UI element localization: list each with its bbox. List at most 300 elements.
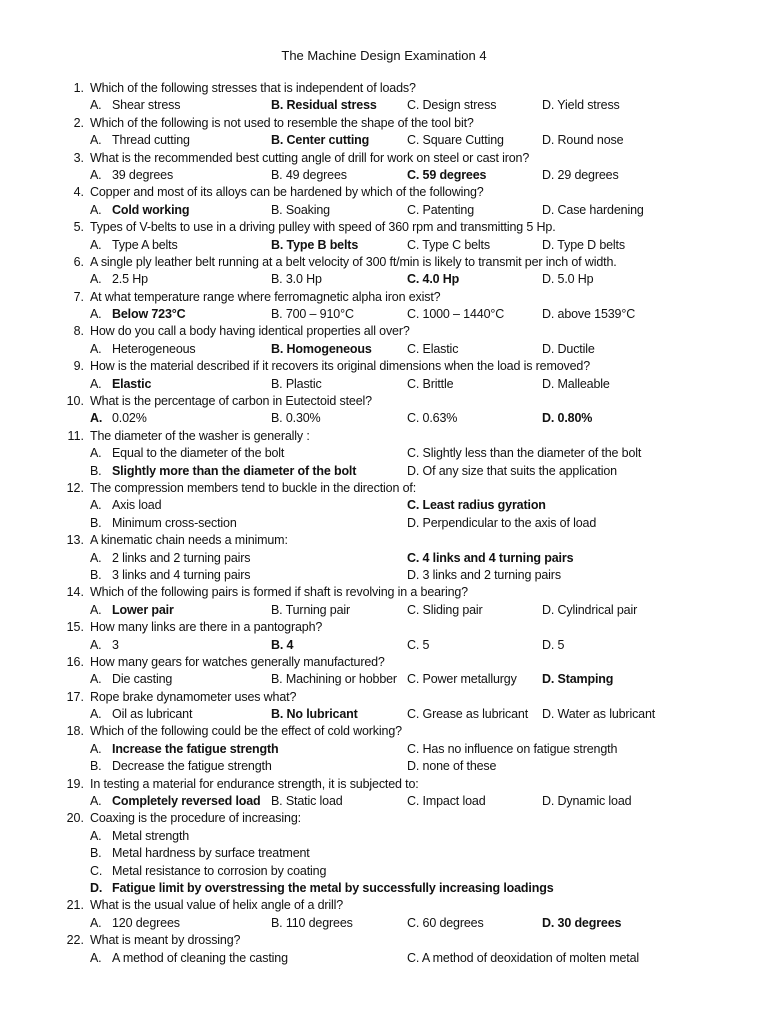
question-number: 7.	[73, 289, 84, 304]
option-text: B. Machining or hobber	[271, 672, 397, 687]
option-letter: A.	[90, 98, 102, 113]
option-text: 3 links and 4 turning pairs	[112, 567, 251, 582]
question-text: Types of V-belts to use in a driving pulley with speed of 360 rpm and transmitting 5 Hp.	[90, 220, 556, 235]
question-number: 16.	[66, 654, 84, 669]
correct-answer-text: Below 723°C	[112, 307, 186, 322]
option-text: D. Cylindrical pair	[542, 602, 638, 617]
option-letter: B.	[90, 759, 102, 774]
option-text: D. Of any size that suits the application	[407, 463, 617, 478]
question-21	[0, 897, 768, 932]
answer-option	[407, 741, 617, 758]
option-text: D. Type D belts	[542, 237, 625, 252]
answer-option	[407, 793, 486, 810]
answer-option	[542, 376, 610, 393]
option-row	[0, 950, 768, 967]
correct-answer-text: D. 0.80%	[542, 411, 593, 426]
option-text: B. Turning pair	[271, 602, 351, 617]
option-text: C. Design stress	[407, 98, 497, 113]
option-text: C. 60 degrees	[407, 915, 484, 930]
answer-option	[407, 706, 528, 723]
option-letter: C.	[90, 863, 103, 878]
question-stem	[0, 689, 768, 706]
answer-option	[407, 637, 429, 654]
option-text: D. Dynamic load	[542, 794, 632, 809]
option-text: B. Soaking	[271, 202, 330, 217]
question-stem	[0, 184, 768, 201]
answer-option	[271, 410, 321, 427]
answer-option	[90, 793, 261, 810]
answer-option	[90, 671, 172, 688]
answer-option	[271, 97, 377, 114]
answer-option	[90, 915, 180, 932]
answer-option	[407, 167, 486, 184]
answer-option	[407, 550, 573, 567]
answer-option	[90, 637, 119, 654]
question-text: How many gears for watches generally manufactured?	[90, 654, 385, 669]
correct-answer-text: D. Stamping	[542, 672, 614, 687]
answer-option	[542, 202, 644, 219]
answer-option	[407, 445, 641, 462]
question-number: 11.	[67, 428, 84, 443]
question-stem	[0, 428, 768, 445]
question-stem	[0, 219, 768, 236]
answer-option	[407, 497, 546, 514]
option-text: B. 3.0 Hp	[271, 272, 322, 287]
answer-option	[271, 237, 358, 254]
option-text: D. 5.0 Hp	[542, 272, 594, 287]
answer-option	[542, 671, 613, 688]
option-row	[0, 376, 768, 393]
option-text: 0.02%	[112, 411, 147, 426]
answer-option	[271, 341, 372, 358]
question-number: 15.	[66, 620, 84, 635]
option-letter: A.	[90, 202, 102, 217]
question-number: 22.	[66, 933, 84, 948]
question-number: 20.	[66, 811, 84, 826]
answer-option	[407, 671, 517, 688]
question-number: 2.	[73, 115, 84, 130]
option-letter: A.	[90, 602, 102, 617]
question-14	[0, 584, 768, 619]
question-9	[0, 358, 768, 393]
option-row	[0, 793, 768, 810]
answer-option	[271, 671, 397, 688]
answer-option	[271, 793, 343, 810]
correct-answer-text: B. Homogeneous	[271, 341, 372, 356]
option-letter: A.	[90, 915, 102, 930]
question-stem	[0, 358, 768, 375]
question-number: 12.	[66, 480, 84, 495]
question-text: The diameter of the washer is generally :	[90, 428, 310, 443]
option-letter: B.	[90, 846, 102, 861]
question-19	[0, 776, 768, 811]
answer-option	[407, 602, 483, 619]
question-22	[0, 932, 768, 967]
option-text: D. Water as lubricant	[542, 707, 656, 722]
answer-option	[542, 306, 635, 323]
question-18	[0, 723, 768, 775]
option-text: 3	[112, 637, 119, 652]
question-7	[0, 289, 768, 324]
option-text: B. Plastic	[271, 376, 322, 391]
correct-answer-text: B. Type B belts	[271, 237, 359, 252]
answer-option	[271, 602, 350, 619]
option-row	[0, 463, 768, 480]
answer-option	[90, 463, 356, 480]
answer-option	[90, 828, 189, 845]
option-row	[0, 132, 768, 149]
option-text: C. Impact load	[407, 794, 486, 809]
answer-option	[542, 793, 631, 810]
question-stem	[0, 289, 768, 306]
correct-answer-text: C. Least radius gyration	[407, 498, 546, 513]
option-text: D. Yield stress	[542, 98, 620, 113]
answer-option	[542, 97, 620, 114]
question-text: A kinematic chain needs a minimum:	[90, 533, 288, 548]
option-letter: A.	[90, 237, 102, 252]
option-text: B. 110 degrees	[271, 915, 353, 930]
option-letter: A.	[90, 341, 102, 356]
answer-option	[90, 497, 161, 514]
question-stem	[0, 723, 768, 740]
correct-answer-text: Slightly more than the diameter of the bolt	[112, 463, 357, 478]
question-stem	[0, 584, 768, 601]
option-text: Axis load	[112, 498, 162, 513]
option-letter: A.	[90, 167, 102, 182]
question-number: 13.	[66, 533, 84, 548]
answer-option	[407, 271, 459, 288]
question-text: At what temperature range where ferromagnetic alpha iron exist?	[90, 289, 441, 304]
option-row	[0, 515, 768, 532]
question-stem	[0, 932, 768, 949]
answer-option	[90, 341, 196, 358]
correct-answer-text: Fatigue limit by overstressing the metal by successfully increasing loadings	[112, 880, 554, 895]
answer-option	[271, 202, 330, 219]
question-3	[0, 150, 768, 185]
question-text: What is the usual value of helix angle of a drill?	[90, 898, 344, 913]
question-stem	[0, 776, 768, 793]
option-row	[0, 306, 768, 323]
question-17	[0, 689, 768, 724]
answer-option	[271, 915, 353, 932]
option-letter: B.	[90, 515, 102, 530]
option-row	[0, 550, 768, 567]
answer-option	[407, 97, 496, 114]
option-text: C. A method of deoxidation of molten metal	[407, 950, 640, 965]
question-number: 21.	[66, 898, 84, 913]
option-text: C. 0.63%	[407, 411, 458, 426]
option-row	[0, 758, 768, 775]
question-13	[0, 532, 768, 584]
option-text: Metal strength	[112, 828, 190, 843]
question-stem	[0, 150, 768, 167]
question-text: What is the recommended best cutting angle of drill for work on steel or cast iron?	[90, 150, 530, 165]
question-stem	[0, 254, 768, 271]
correct-answer-text: C. 4.0 Hp	[407, 272, 460, 287]
question-number: 10.	[66, 394, 84, 409]
answer-option	[407, 515, 596, 532]
answer-option	[542, 637, 564, 654]
option-row	[0, 863, 768, 880]
answer-option	[407, 567, 561, 584]
question-number: 4.	[73, 185, 84, 200]
option-text: Minimum cross-section	[112, 515, 237, 530]
question-number: 1.	[73, 81, 84, 95]
option-row	[0, 741, 768, 758]
answer-option	[271, 637, 293, 654]
option-text: C. Square Cutting	[407, 133, 504, 148]
question-text: Rope brake dynamometer uses what?	[90, 689, 297, 704]
option-text: B. 700 – 910°C	[271, 307, 354, 322]
option-text: D. Round nose	[542, 133, 624, 148]
question-4	[0, 184, 768, 219]
option-letter: A.	[90, 637, 102, 652]
question-2	[0, 115, 768, 150]
option-letter: A.	[90, 272, 102, 287]
option-text: B. Static load	[271, 794, 343, 809]
question-number: 8.	[73, 324, 84, 339]
option-text: C. Power metallurgy	[407, 672, 517, 687]
option-letter: B.	[90, 463, 102, 478]
option-text: C. Grease as lubricant	[407, 707, 529, 722]
option-letter: A.	[90, 794, 102, 809]
answer-option	[542, 237, 625, 254]
option-row	[0, 671, 768, 688]
option-text: D. Ductile	[542, 341, 595, 356]
option-row	[0, 497, 768, 514]
question-number: 9.	[73, 359, 84, 374]
correct-answer-text: B. Residual stress	[271, 98, 377, 113]
answer-option	[90, 202, 189, 219]
question-text: How do you call a body having identical properties all over?	[90, 324, 410, 339]
option-letter: A.	[90, 672, 102, 687]
question-16	[0, 654, 768, 689]
correct-answer-text: D. 30 degrees	[542, 915, 622, 930]
option-text: 2 links and 2 turning pairs	[112, 550, 251, 565]
correct-answer-text: B. No lubricant	[271, 707, 358, 722]
option-row	[0, 880, 768, 897]
option-text: Metal hardness by surface treatment	[112, 846, 310, 861]
option-row	[0, 341, 768, 358]
answer-option	[407, 410, 457, 427]
option-text: Metal resistance to corrosion by coating	[112, 863, 327, 878]
option-letter: A.	[90, 133, 102, 148]
option-text: Decrease the fatigue strength	[112, 759, 272, 774]
option-row	[0, 845, 768, 862]
answer-option	[407, 341, 458, 358]
question-10	[0, 393, 768, 428]
question-text: A single ply leather belt running at a belt velocity of 300 ft/min is likely to transmit per inch of width.	[90, 254, 617, 269]
option-row	[0, 202, 768, 219]
answer-option	[90, 410, 147, 427]
answer-option	[407, 376, 453, 393]
question-stem	[0, 810, 768, 827]
answer-option	[90, 550, 250, 567]
option-row	[0, 637, 768, 654]
option-text: D. none of these	[407, 759, 497, 774]
question-text: Which of the following stresses that is independent of loads?	[90, 81, 416, 95]
answer-option	[90, 758, 272, 775]
answer-option	[90, 132, 190, 149]
option-row	[0, 915, 768, 932]
answer-option	[90, 706, 192, 723]
correct-answer-text: Lower pair	[112, 602, 174, 617]
option-text: D. Case hardening	[542, 202, 644, 217]
option-text: C. 1000 – 1440°C	[407, 307, 505, 322]
answer-option	[542, 602, 637, 619]
answer-option	[542, 706, 655, 723]
option-letter: A.	[90, 828, 102, 843]
answer-option	[271, 376, 322, 393]
question-number: 5.	[73, 220, 84, 235]
question-number: 17.	[66, 689, 84, 704]
question-text: Copper and most of its alloys can be hardened by which of the following?	[90, 185, 484, 200]
option-text: 2.5 Hp	[112, 272, 148, 287]
question-number: 14.	[66, 585, 84, 600]
correct-answer-text: B. 4	[271, 637, 294, 652]
question-text: The compression members tend to buckle in the direction of:	[90, 480, 417, 495]
question-number: 19.	[66, 776, 84, 791]
option-text: A method of cleaning the casting	[112, 950, 288, 965]
answer-option	[407, 237, 490, 254]
page-title: The Machine Design Examination 4	[281, 48, 487, 63]
answer-option	[271, 271, 322, 288]
answer-option	[90, 237, 178, 254]
option-row	[0, 602, 768, 619]
answer-option	[407, 132, 504, 149]
answer-option	[90, 515, 237, 532]
answer-option	[90, 741, 279, 758]
question-stem	[0, 393, 768, 410]
correct-answer-text: C. 4 links and 4 turning pairs	[407, 550, 574, 565]
option-text: C. Patenting	[407, 202, 474, 217]
correct-answer-text: Elastic	[112, 376, 152, 391]
answer-option	[90, 845, 310, 862]
option-letter: A.	[90, 376, 102, 391]
option-letter: A.	[90, 707, 102, 722]
answer-option	[271, 306, 354, 323]
option-letter: A.	[90, 307, 102, 322]
option-row	[0, 237, 768, 254]
answer-option	[90, 863, 326, 880]
question-text: Which of the following could be the effect of cold working?	[90, 724, 402, 739]
question-6	[0, 254, 768, 289]
option-text: D. 5	[542, 637, 565, 652]
question-stem	[0, 80, 768, 97]
question-15	[0, 619, 768, 654]
option-letter: A.	[90, 446, 102, 461]
option-text: 39 degrees	[112, 167, 174, 182]
option-text: Thread cutting	[112, 133, 190, 148]
answer-option	[407, 463, 617, 480]
option-text: Equal to the diameter of the bolt	[112, 446, 285, 461]
option-row	[0, 410, 768, 427]
question-text: How many links are there in a pantograph?	[90, 620, 323, 635]
correct-answer-text: Increase the fatigue strength	[112, 741, 279, 756]
question-list	[0, 80, 768, 967]
option-row	[0, 271, 768, 288]
option-text: C. 5	[407, 637, 430, 652]
option-row	[0, 97, 768, 114]
answer-option	[407, 758, 496, 775]
question-5	[0, 219, 768, 254]
answer-option	[90, 567, 250, 584]
answer-option	[542, 271, 593, 288]
option-row	[0, 706, 768, 723]
answer-option	[90, 271, 148, 288]
option-text: B. 0.30%	[271, 411, 321, 426]
option-text: D. Malleable	[542, 376, 610, 391]
question-20	[0, 810, 768, 897]
option-text: D. 3 links and 2 turning pairs	[407, 567, 561, 582]
answer-option	[90, 445, 284, 462]
option-text: B. 49 degrees	[271, 167, 347, 182]
question-stem	[0, 115, 768, 132]
option-text: C. Sliding pair	[407, 602, 483, 617]
correct-answer-text: C. 59 degrees	[407, 167, 487, 182]
answer-option	[90, 880, 554, 897]
option-text: 120 degrees	[112, 915, 180, 930]
question-text: Coaxing is the procedure of increasing:	[90, 811, 301, 826]
question-text: How is the material described if it recovers its original dimensions when the load is removed?	[90, 359, 591, 374]
option-letter: D.	[90, 880, 103, 895]
answer-option	[407, 306, 504, 323]
answer-option	[407, 915, 484, 932]
question-stem	[0, 532, 768, 549]
answer-option	[90, 97, 180, 114]
question-1	[0, 80, 768, 115]
question-number: 3.	[73, 150, 84, 165]
option-text: Shear stress	[112, 98, 181, 113]
answer-option	[90, 950, 288, 967]
question-text: Which of the following is not used to resemble the shape of the tool bit?	[90, 115, 474, 130]
option-letter: A.	[90, 950, 102, 965]
answer-option	[271, 167, 347, 184]
question-text: What is meant by drossing?	[90, 933, 241, 948]
question-stem	[0, 480, 768, 497]
option-text: D. 29 degrees	[542, 167, 619, 182]
answer-option	[542, 167, 619, 184]
option-letter: A.	[90, 550, 102, 565]
answer-option	[407, 202, 474, 219]
answer-option	[542, 341, 595, 358]
answer-option	[542, 132, 623, 149]
answer-option	[542, 915, 621, 932]
question-number: 6.	[73, 254, 84, 269]
option-text: C. Has no influence on fatigue strength	[407, 741, 618, 756]
answer-option	[271, 132, 369, 149]
option-text: C. Elastic	[407, 341, 459, 356]
question-stem	[0, 323, 768, 340]
option-letter: A.	[90, 498, 102, 513]
answer-option	[90, 602, 174, 619]
option-letter: A.	[90, 411, 103, 426]
question-12	[0, 480, 768, 532]
option-text: Oil as lubricant	[112, 707, 193, 722]
answer-option	[407, 950, 639, 967]
option-row	[0, 828, 768, 845]
answer-option	[90, 167, 173, 184]
question-stem	[0, 619, 768, 636]
option-text: Heterogeneous	[112, 341, 196, 356]
answer-option	[90, 306, 186, 323]
option-row	[0, 167, 768, 184]
question-11	[0, 428, 768, 480]
correct-answer-text: B. Center cutting	[271, 133, 370, 148]
question-text: What is the percentage of carbon in Eutectoid steel?	[90, 394, 372, 409]
option-text: Die casting	[112, 672, 173, 687]
correct-answer-text: Completely reversed load	[112, 794, 261, 809]
